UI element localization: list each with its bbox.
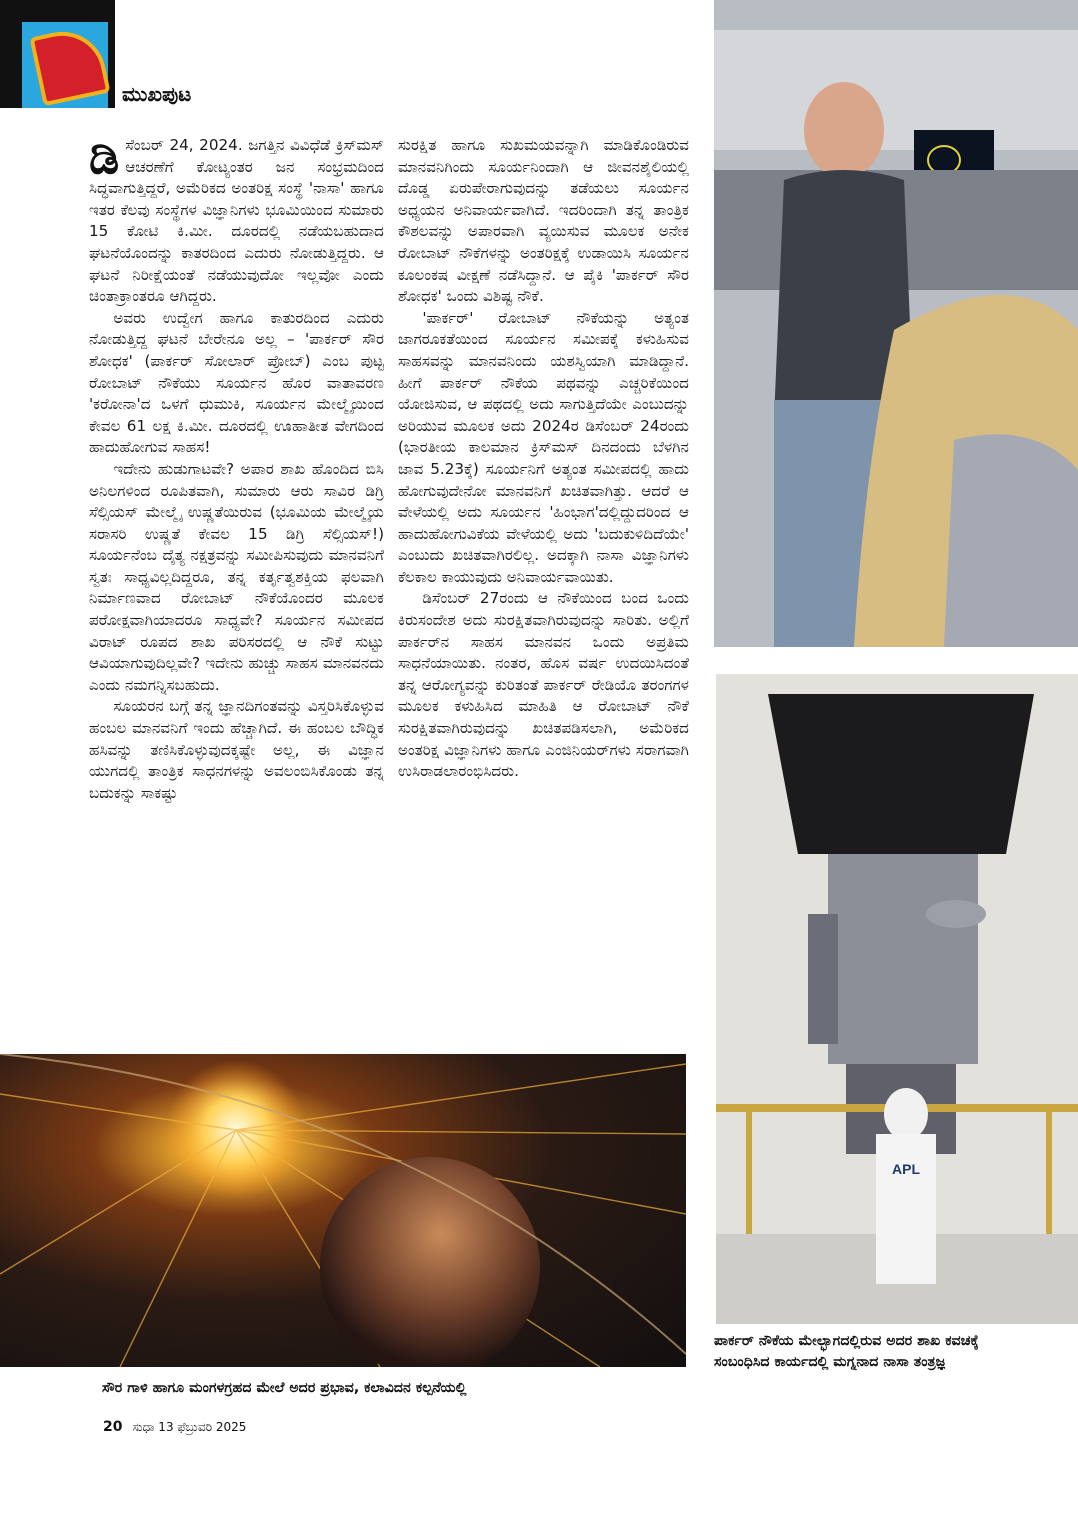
caption-spacecraft: ಪಾರ್ಕರ್ ನೌಕೆಯ ಮೇಲ್ಭಾಗದಲ್ಲಿರುವ ಅದರ ಶಾಖ ಕವಚಕ್ಕೆ ಸಂಬಂಧಿಸಿದ ಕಾರ್ಯದಲ್ಲಿ ಮಗ್ನನಾದ ನಾಸಾ ತಂತ್ರಜ್ಞ bbox=[714, 1333, 979, 1370]
article-paragraph: 'ಪಾರ್ಕರ್' ರೋಬಾಟ್ ನೌಕೆಯನ್ನು ಅತ್ಯಂತ ಜಾಗರೂಕತೆಯಿಂದ ಸೂರ್ಯನ ಸಮೀಪಕ್ಕೆ ಕಳುಹಿಸುವ ಸಾಹಸವನ್ನು ಮಾನವನಿಂದು ಯಶಸ್ವಿಯಾಗಿ ಮಾಡಿದ್ದಾನೆ. ಹೀಗೆ ಪಾರ್ಕರ್ ನೌಕೆಯ ಪಥವನ್ನು ಎಚ್ಚರಿಕೆಯಿಂದ ಯೋಜಿಸುವ, ಆ ಪಥದಲ್ಲಿ ಅದು ಸಾಗುತ್ತಿದೆಯೇ ಎಂಬುದನ್ನು ಅರಿಯುವ ಮೂಲಕ ಅದು 2024ರ ಡಿಸೆಂಬರ್ 24ರಂದು (ಭಾರತೀಯ ಕಾಲಮಾನ ಕ್ರಿಸ್‌ಮಸ್ ದಿನದಂದು ಬೆಳಗಿನ ಜಾವ 5.23ಕ್ಕೆ) ಸೂರ್ಯನಿಗೆ ಅತ್ಯಂತ ಸಮೀಪದಲ್ಲಿ ಹಾದು ಹೋಗುವುದೇನೋ ಮಾನವನಿಗೆ ಖಚಿತವಾಗಿತ್ತು. ಆದರೆ ಆ ವೇಳೆಯಲ್ಲಿ ಅದು ಸೂರ್ಯನ 'ಹಿಂಭಾಗ'ದಲ್ಲಿದ್ದುದರಿಂದ ಆ ಹಾದುಹೋಗುವಿಕೆಯ ವೇಳೆಯಲ್ಲಿ ಅದು 'ಬದುಕುಳಿದಿದೆಯೇ' ಎಂಬುದು ಖಚಿತವಾಗಿರಲಿಲ್ಲ. ಅದಕ್ಕಾಗಿ ನಾಸಾ ವಿಜ್ಞಾನಿಗಳು ಕೆಲಕಾಲ ಕಾಯುವುದು ಅನಿವಾರ್ಯವಾಯಿತು. bbox=[398, 308, 689, 586]
photo-parker-spacecraft bbox=[716, 674, 1078, 1324]
article-paragraph: ಸುರಕ್ಷಿತ ಹಾಗೂ ಸುಖಮಯವನ್ನಾಗಿ ಮಾಡಿಕೊಂಡಿರುವ ಮಾನವನಿಗಿಂದು ಸೂರ್ಯನಿಂದಾಗಿ ಆ ಜೀವನಶೈಲಿಯಲ್ಲಿ ದೊಡ್ಡ ಏರುಪೇರಾಗುವುದನ್ನು ತಡೆಯಲು ಸೂರ್ಯನ ಅಧ್ಯಯನ ಅನಿವಾರ್ಯವಾಗಿದೆ. ಇದರಿಂದಾಗಿ ತನ್ನ ತಾಂತ್ರಿಕ ಕೌಶಲವನ್ನು ಅಪಾರವಾಗಿ ವ್ಯಯಿಸುವ ಮೂಲಕ ಅನೇಕ ರೋಬಾಟ್ ನೌಕೆಗಳನ್ನು ಅಂತರಿಕ್ಷಕ್ಕೆ ಉಡಾಯಿಸಿ ಸೂರ್ಯನ ಕೂಲಂಕಷ ವೀಕ್ಷಣೆ ನಡೆಸಿದ್ದಾನೆ. ಆ ಪೈಕಿ 'ಪಾರ್ಕರ್ ಸೌರ ಶೋಧಕ' ಒಂದು ವಿಶಿಷ್ಟ ನೌಕೆ. bbox=[398, 136, 689, 306]
article-column-1 bbox=[89, 129, 384, 804]
suit-badge-text: APL bbox=[892, 1161, 920, 1177]
photo-scientists-control-room bbox=[714, 0, 1078, 647]
page-footer bbox=[103, 1419, 246, 1435]
article-paragraph: ಇದೇನು ಹುಡುಗಾಟವೇ? ಅಪಾರ ಶಾಖ ಹೊಂದಿದ ಬಿಸಿ ಅನಿಲಗಳಿಂದ ರೂಪಿತವಾಗಿ, ಸುಮಾರು ಆರು ಸಾವಿರ ಡಿಗ್ರಿ ಸೆಲ್ಸಿಯಸ್ ಮೇಲ್ಮೈ ಉಷ್ಣತೆಯಿರುವ (ಭೂಮಿಯ ಮೇಲ್ಮೈಯ ಸರಾಸರಿ ಉಷ್ಣತೆ ಕೇವಲ 15 ಡಿಗ್ರಿ ಸೆಲ್ಸಿಯಸ್!) ಸೂರ್ಯನೆಂಬ ದೈತ್ಯ ನಕ್ಷತ್ರವನ್ನು ಸಮೀಪಿಸುವುದು ಮಾನವನಿಗೆ ಸ್ವತಃ ಸಾಧ್ಯವಿಲ್ಲದಿದ್ದರೂ, ತನ್ನ ಕರ್ತೃತ್ವಶಕ್ತಿಯ ಫಲವಾಗಿ ನಿರ್ಮಾಣವಾದ ರೋಬಾಟ್ ನೌಕೆಯೊಂದರ ಮೂಲಕ ಪರೋಕ್ಷವಾಗಿಯಾದರೂ ಸಾಧ್ಯವೇ? ಸೂರ್ಯನ ಸಮೀಪದ ವಿರಾಟ್ ರೂಪದ ಶಾಖ ಪರಿಸರದಲ್ಲಿ ಆ ನೌಕೆ ಸುಟ್ಟು ಆವಿಯಾಗುವುದಿಲ್ಲವೇ? ಇದೇನು ಹುಚ್ಚು ಸಾಹಸ ಮಾನವನದು ಎಂದು ನಮಗನ್ನಿಸಬಹುದು. bbox=[89, 459, 384, 694]
issue-info: ಸುಧಾ 13 ಫೆಬ್ರುವರಿ 2025 bbox=[132, 1420, 247, 1434]
section-label: ಮುಖಪುಟ bbox=[122, 82, 192, 106]
paragraph-text: ಸೆಂಬರ್ 24, 2024. ಜಗತ್ತಿನ ವಿವಿಧೆಡೆ ಕ್ರಿಸ್‌ಮಸ್ ಆಚರಣೆಗೆ ಕೋಟ್ಯಂತರ ಜನ ಸಂಭ್ರಮದಿಂದ ಸಿದ್ಧವಾಗುತ್ತಿದ್ದರೆ, ಅಮೆರಿಕದ ಅಂತರಿಕ್ಷ ಸಂಸ್ಥೆ 'ನಾಸಾ' ಹಾಗೂ ಇತರ ಕೆಲವು ಸಂಸ್ಥೆಗಳ ವಿಜ್ಞಾನಿಗಳು ಭೂಮಿಯಿಂದ ಸುಮಾರು 15 ಕೋಟಿ ಕಿ.ಮೀ. ದೂರದಲ್ಲಿ ನಡೆಯಬಹುದಾದ ಘಟನೆಯೊಂದನ್ನು ಕಾತರದಿಂದ ಎದುರು ನೋಡುತ್ತಿದ್ದರು. ಆ ಘಟನೆ ನಿರೀಕ್ಷೆಯಂತೆ ನಡೆಯುವುದೋ ಇಲ್ಲವೋ ಎಂದು ಚಿಂತಾಕ್ರಾಂತರೂ ಆಗಿದ್ದರು. bbox=[89, 136, 384, 306]
article-paragraph: ಅವರು ಉದ್ವೇಗ ಹಾಗೂ ಕಾತುರದಿಂದ ಎದುರು ನೋಡುತ್ತಿದ್ದ ಘಟನೆ ಬೇರೇನೂ ಅಲ್ಲ – 'ಪಾರ್ಕರ್ ಸೌರ ಶೋಧಕ' (ಪಾರ್ಕರ್ ಸೋಲಾರ್ ಪ್ರೋಬ್) ಎಂಬ ಪುಟ್ಟ ರೋಬಾಟ್ ನೌಕೆಯು ಸೂರ್ಯನ ಹೊರ ವಾತಾವರಣ 'ಕರೋನಾ'ದ ಒಳಗೆ ಧುಮುಕಿ, ಸೂರ್ಯನ ಮೇಲ್ಮೈಯಿಂದ ಕೇವಲ 61 ಲಕ್ಷ ಕಿ.ಮೀ. ದೂರದಲ್ಲಿ ಊಹಾತೀತ ವೇಗದಿಂದ ಹಾದುಹೋಗುವ ಸಾಹಸ! bbox=[89, 308, 384, 457]
article-paragraph: ಸೂಯರನ ಬಗ್ಗೆ ತನ್ನ ಜ್ಞಾನದಿಗಂತವನ್ನು ವಿಸ್ತರಿಸಿಕೊಳ್ಳುವ ಹಂಬಲ ಮಾನವನಿಗೆ ಇಂದು ಹೆಚ್ಚಾಗಿದೆ. ಈ ಹಂಬಲ ಬೌದ್ಧಿಕ ಹಸಿವನ್ನು ತಣಿಸಿಕೊಳ್ಳುವುದಕ್ಕಷ್ಟೇ ಅಲ್ಲ, ಈ ವಿಜ್ಞಾನ ಯುಗದಲ್ಲಿ ತಾಂತ್ರಿಕ ಸಾಧನಗಳನ್ನು ಅವಲಂಬಿಸಿಕೊಂಡು ತನ್ನ ಬದುಕನ್ನು ಸಾಕಷ್ಟು bbox=[89, 697, 384, 802]
magazine-logo bbox=[0, 0, 115, 108]
illustration-solar-wind-mars bbox=[0, 1054, 686, 1367]
page-number: 20 bbox=[103, 1419, 123, 1435]
caption-mars: ಸೌರ ಗಾಳಿ ಹಾಗೂ ಮಂಗಳಗ್ರಹದ ಮೇಲೆ ಅದರ ಪ್ರಭಾವ, ಕಲಾವಿದನ ಕಲ್ಪನೆಯಲ್ಲಿ bbox=[102, 1380, 467, 1396]
article-column-2 bbox=[398, 135, 689, 783]
article-paragraph bbox=[89, 129, 384, 308]
article-paragraph: ಡಿಸೆಂಬರ್ 27ರಂದು ಆ ನೌಕೆಯಿಂದ ಬಂದ ಒಂದು ಕಿರುಸಂದೇಶ ಅದು ಸುರಕ್ಷಿತವಾಗಿರುವುದನ್ನು ಸಾರಿತು. ಅಲ್ಲಿಗೆ ಪಾರ್ಕರ್‌ನ ಸಾಹಸ ಮಾನವನ ಒಂದು ಅಪ್ರತಿಮ ಸಾಧನೆಯಾಯಿತು. ನಂತರ, ಹೊಸ ವರ್ಷ ಉದಯಿಸಿದಂತೆ ತನ್ನ ಆರೋಗ್ಯವನ್ನು ಕುರಿತಂತೆ ಪಾರ್ಕರ್ ರೇಡಿಯೊ ತರಂಗಗಳ ಮೂಲಕ ಕಳುಹಿಸಿದ ಮಾಹಿತಿ ಆ ರೋಬಾಟ್ ನೌಕೆ ಸುರಕ್ಷಿತವಾಗಿರುವುದನ್ನು ಖಚಿತಪಡಿಸಲಾಗಿ, ಅಮೆರಿಕದ ಅಂತರಿಕ್ಷ ವಿಜ್ಞಾನಿಗಳು ಹಾಗೂ ಎಂಜಿನಿಯರ್‌ಗಳು ಸರಾಗವಾಗಿ ಉಸಿರಾಡಲಾರಂಭಿಸಿದರು. bbox=[398, 589, 689, 781]
drop-cap: ಡಿ bbox=[89, 129, 120, 185]
